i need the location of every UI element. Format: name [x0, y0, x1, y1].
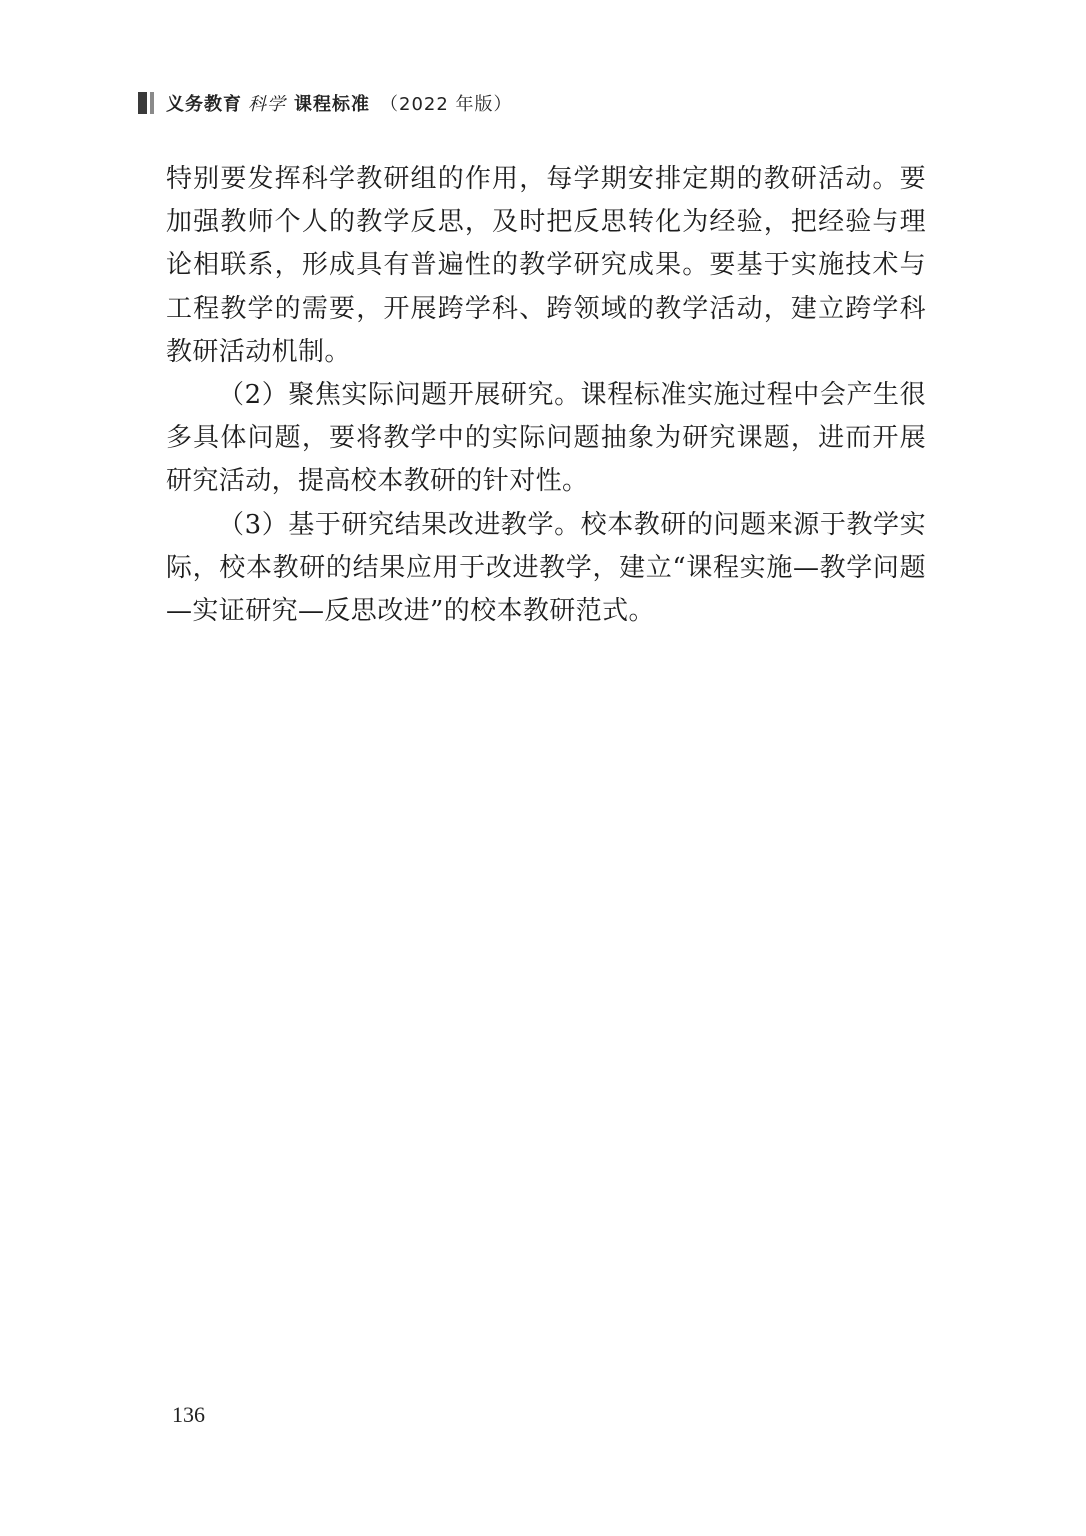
header-bar-thin — [150, 92, 154, 114]
page-number: 136 — [172, 1402, 205, 1427]
paragraph-continued: 特别要发挥科学教研组的作用，每学期安排定期的教研活动。要加强教师个人的教学反思，及时把反思转化为经验，把经验与理论相联系，形成具有普遍性的教学研究成果。要基于实施技术与工程教学的需要，开展跨学科、跨领域的教学活动，建立跨学科教研活动机制。 — [166, 164, 926, 367]
header-subject: 科学 — [248, 94, 286, 115]
paragraph-item-3: （3）基于研究结果改进教学。校本教研的问题来源于教学实际，校本教研的结果应用于改进教学，建立“课程实施—教学问题—实证研究—反思改进”的校本教研范式。 — [166, 509, 926, 627]
header-title — [166, 90, 513, 116]
header-bars-icon — [138, 92, 154, 114]
header-bar-thick — [138, 92, 147, 114]
running-header — [138, 88, 513, 118]
header-edition: （2022 年版） — [380, 94, 513, 115]
header-standard: 课程标准 — [294, 94, 370, 115]
body-text — [166, 158, 926, 633]
paragraph-item-2: （2）聚焦实际问题开展研究。课程标准实施过程中会产生很多具体问题，要将教学中的实际问题抽象为研究课题，进而开展研究活动，提高校本教研的针对性。 — [166, 380, 926, 497]
header-book-title: 义务教育 — [166, 94, 242, 115]
